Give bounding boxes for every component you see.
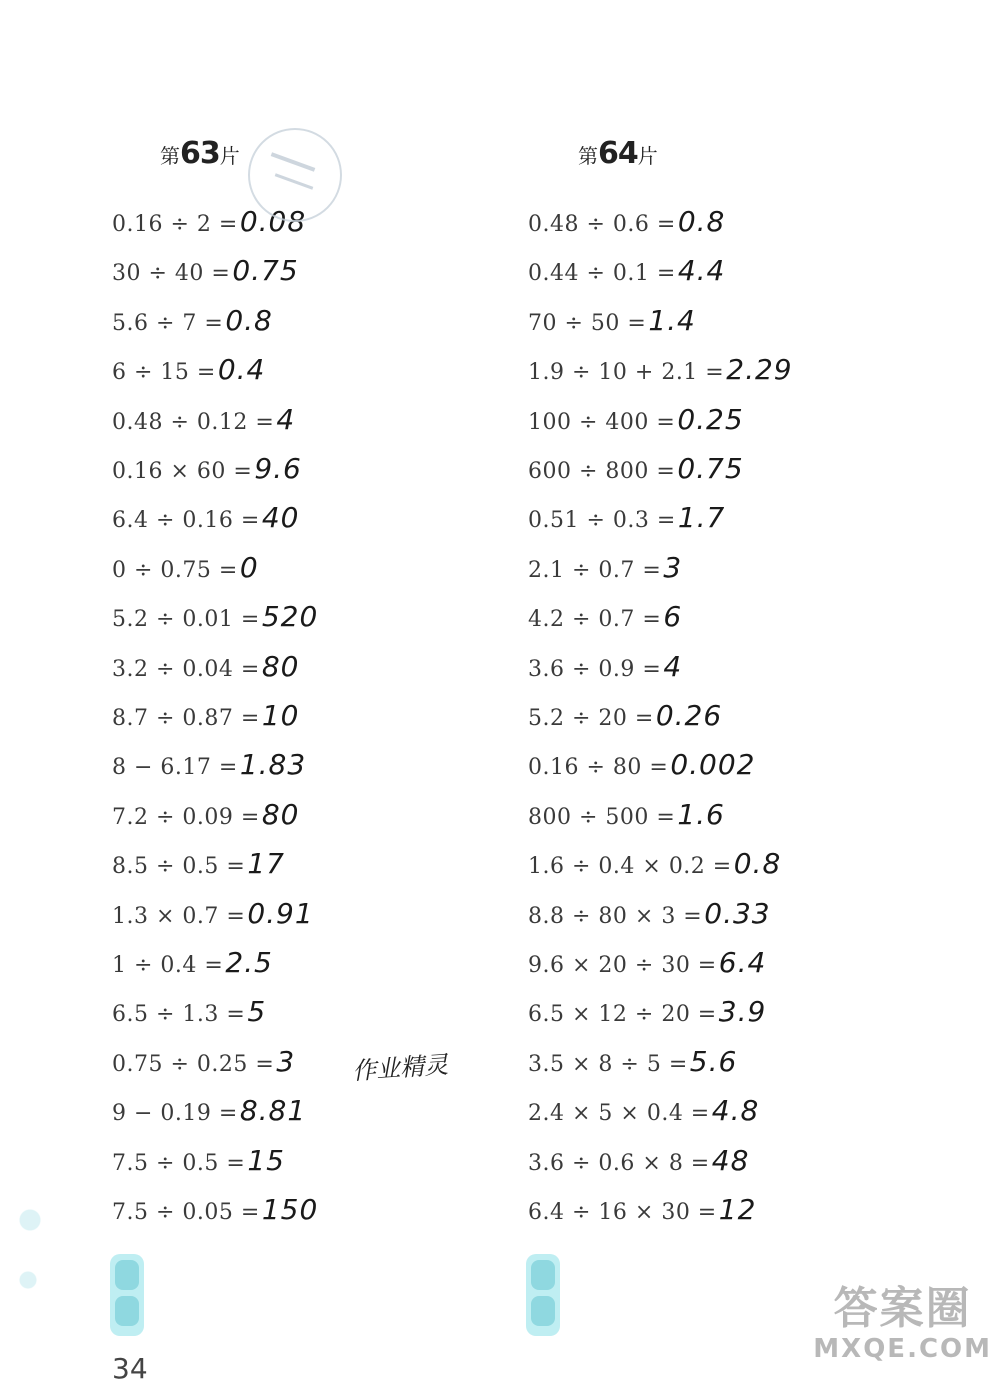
problem-expression: 0.44 ÷ 0.1 = [528, 261, 676, 287]
problem-row [528, 844, 781, 884]
card-title-prefix: 第 [160, 144, 180, 168]
handwritten-answer: 0.25 [677, 402, 744, 436]
problem-row [528, 1190, 756, 1230]
problem-expression: 0.48 ÷ 0.6 = [528, 212, 676, 237]
handwritten-answer: 3 [663, 550, 683, 584]
page-number: 34 [112, 1352, 148, 1385]
problem-row [528, 301, 696, 341]
handwritten-answer: 0.33 [704, 896, 771, 930]
problem-expression: 4.2 ÷ 0.7 = [528, 607, 662, 633]
watermark-url: MXQE.COM [813, 1334, 992, 1364]
problem-row [528, 597, 682, 637]
problem-expression: 8.5 ÷ 0.5 = [112, 854, 246, 880]
handwritten-answer: 15 [247, 1143, 285, 1177]
problem-expression: 0.16 × 60 = [112, 459, 253, 484]
problem-row [112, 301, 273, 341]
problem-expression: 0.75 ÷ 0.25 = [112, 1051, 275, 1077]
stamp-seal [248, 128, 342, 222]
problem-row [528, 548, 682, 588]
problem-expression: 30 ÷ 40 = [112, 261, 231, 287]
problem-row [112, 251, 299, 291]
problem-row [112, 350, 265, 390]
problem-expression: 70 ÷ 50 = [528, 310, 647, 336]
problem-expression: 3.6 ÷ 0.6 × 8 = [528, 1150, 710, 1176]
problem-row [528, 1042, 737, 1082]
handwritten-answer: 0.75 [232, 254, 299, 288]
problem-row [528, 251, 725, 291]
problem-row [112, 795, 299, 835]
handwritten-answer: 17 [247, 847, 285, 881]
watermark [813, 1284, 992, 1364]
problem-expression: 5.2 ÷ 0.01 = [112, 607, 260, 633]
card-title-prefix: 第 [578, 144, 598, 168]
handwritten-answer: 520 [261, 600, 319, 634]
handwritten-answer: 1.6 [677, 797, 725, 831]
problem-row [528, 498, 725, 538]
handwritten-answer: 4.4 [677, 254, 726, 288]
problem-expression: 2.4 × 5 × 0.4 = [528, 1101, 710, 1127]
handwritten-answer: 0.26 [655, 699, 723, 732]
problem-expression: 7.2 ÷ 0.09 = [112, 804, 260, 830]
problem-expression: 5.6 ÷ 7 = [112, 310, 224, 336]
problem-row [112, 1042, 295, 1082]
problem-row [528, 894, 771, 934]
problem-expression: 5.2 ÷ 20 = [528, 706, 654, 731]
problem-expression: 3.6 ÷ 0.9 = [528, 656, 662, 682]
problem-expression: 0 ÷ 0.75 = [112, 557, 238, 583]
problem-expression: 1.3 × 0.7 = [112, 903, 246, 929]
handwritten-answer: 48 [711, 1143, 750, 1177]
problem-expression: 7.5 ÷ 0.5 = [112, 1150, 246, 1176]
handwritten-answer: 5 [247, 995, 267, 1029]
problem-row [112, 992, 266, 1032]
problem-expression: 6.5 × 12 ÷ 20 = [528, 1002, 717, 1028]
review-badge-icon [110, 1254, 144, 1336]
handwritten-answer: 6 [663, 600, 683, 634]
problem-row [112, 400, 295, 440]
handwritten-answer: 1.4 [648, 303, 696, 337]
handwritten-answer: 1.83 [239, 748, 307, 782]
corner-decoration [10, 1200, 50, 1330]
problem-expression: 3.2 ÷ 0.04 = [112, 656, 260, 682]
handwritten-answer: 1.7 [677, 501, 726, 535]
handwritten-answer: 12 [718, 1193, 757, 1226]
handwritten-answer: 40 [261, 501, 300, 535]
problem-expression: 7.5 ÷ 0.05 = [112, 1200, 260, 1225]
handwritten-answer: 9.6 [254, 452, 302, 485]
problem-row [528, 202, 725, 242]
handwritten-answer: 6.4 [718, 946, 767, 979]
card-number: 63 [180, 136, 220, 171]
handwritten-answer: 2.5 [225, 946, 273, 979]
problem-row [112, 597, 318, 637]
problem-row [528, 350, 793, 390]
handwritten-answer: 0.002 [670, 748, 756, 782]
problem-expression: 6 ÷ 15 = [112, 360, 216, 386]
handwritten-answer: 0.8 [225, 303, 273, 337]
handwritten-answer: 150 [261, 1193, 319, 1226]
problem-row [528, 400, 744, 440]
card-title-suffix: 片 [219, 144, 240, 168]
handwritten-answer: 4.8 [711, 1094, 760, 1128]
handwritten-answer: 2.29 [726, 353, 793, 387]
handwritten-answer: 8.81 [239, 1094, 307, 1128]
problem-row [112, 844, 285, 884]
card-title-suffix: 片 [637, 144, 658, 168]
problem-expression: 0.16 ÷ 80 = [528, 755, 669, 781]
problem-row [528, 449, 744, 489]
handwritten-answer: 5.6 [689, 1044, 738, 1078]
problem-row [112, 943, 273, 983]
problem-row [112, 449, 302, 489]
problem-row [528, 795, 725, 835]
handwritten-answer: 80 [261, 649, 300, 683]
problem-expression: 2.1 ÷ 0.7 = [528, 557, 662, 583]
card-number: 64 [598, 136, 638, 171]
handwritten-answer: 0.91 [247, 896, 314, 930]
handwritten-answer: 0.08 [239, 205, 307, 238]
problem-expression: 9 − 0.19 = [112, 1101, 238, 1127]
review-badge-icon [526, 1254, 560, 1336]
handwritten-answer: 0.75 [677, 452, 744, 485]
handwritten-answer: 0 [239, 550, 259, 584]
problem-row [528, 745, 756, 785]
problem-row [528, 1091, 759, 1131]
problem-row [112, 1091, 306, 1131]
problem-row [528, 696, 722, 736]
problem-row [112, 894, 314, 934]
handwritten-answer: 0.4 [217, 353, 266, 387]
problem-expression: 800 ÷ 500 = [528, 804, 676, 830]
problem-row [528, 1141, 749, 1181]
problem-row [112, 696, 299, 736]
handwritten-answer: 3 [276, 1044, 296, 1078]
handwritten-answer: 4 [663, 649, 683, 683]
problem-row [112, 745, 306, 785]
handwritten-answer: 0.8 [733, 847, 782, 881]
handwritten-answer: 4 [276, 402, 296, 436]
problem-expression: 0.48 ÷ 0.12 = [112, 409, 275, 435]
problem-row [112, 548, 259, 588]
problem-expression: 100 ÷ 400 = [528, 409, 676, 435]
problem-expression: 6.4 ÷ 0.16 = [112, 508, 260, 534]
handwritten-answer: 10 [261, 699, 300, 732]
problem-row [528, 943, 766, 983]
problem-expression: 0.51 ÷ 0.3 = [528, 508, 676, 534]
card-title-63 [160, 136, 240, 171]
problem-row [528, 647, 682, 687]
problem-expression: 1.6 ÷ 0.4 × 0.2 = [528, 854, 732, 880]
problem-expression: 6.4 ÷ 16 × 30 = [528, 1200, 717, 1225]
handwritten-answer: 0.8 [677, 205, 726, 238]
problem-expression: 8.7 ÷ 0.87 = [112, 706, 260, 731]
problem-expression: 6.5 ÷ 1.3 = [112, 1002, 246, 1028]
problem-expression: 1 ÷ 0.4 = [112, 953, 224, 978]
problem-expression: 600 ÷ 800 = [528, 459, 676, 484]
problem-expression: 1.9 ÷ 10 + 2.1 = [528, 360, 725, 386]
problem-row [112, 1141, 285, 1181]
watermark-logo-text: 答案圈 [833, 1283, 972, 1334]
problem-expression: 8 − 6.17 = [112, 755, 238, 781]
problem-row [528, 992, 766, 1032]
problem-expression: 3.5 × 8 ÷ 5 = [528, 1051, 688, 1077]
handwritten-answer: 3.9 [718, 995, 767, 1029]
card-title-64 [578, 136, 658, 171]
problem-expression: 8.8 ÷ 80 × 3 = [528, 903, 703, 929]
problem-expression: 9.6 × 20 ÷ 30 = [528, 953, 717, 978]
problem-row [112, 1190, 318, 1230]
problem-row [112, 498, 299, 538]
handwritten-note: 作业精灵 [351, 1050, 450, 1086]
problem-expression: 0.16 ÷ 2 = [112, 212, 238, 237]
problem-row [112, 647, 299, 687]
handwritten-answer: 80 [261, 797, 300, 831]
